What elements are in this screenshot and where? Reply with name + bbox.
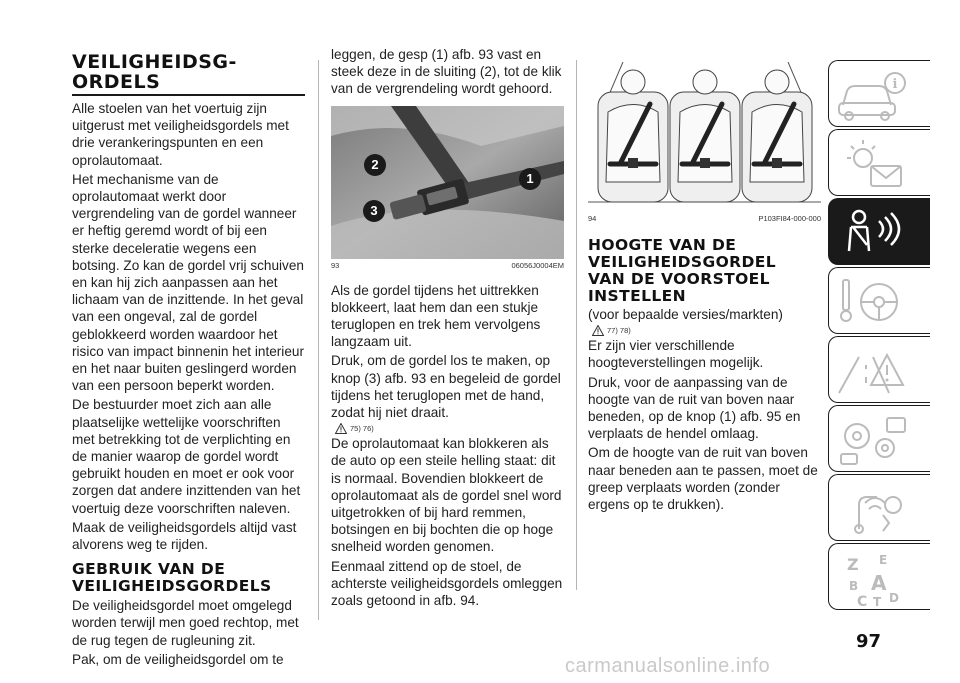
callout-1: 1 <box>519 168 541 190</box>
paragraph: Als de gordel tijdens het uittrekken blokkeert, laat hem dan een stukje teruglopen en trek hem vervolgens langzaam uit. <box>331 282 541 350</box>
figure-93 <box>331 106 564 259</box>
paragraph: Druk, voor de aanpassing van de hoogte van de ruit van boven naar beneden, op de knop (1) afb. 95 en verplaats de hendel omlaag. <box>588 374 801 442</box>
warning-reference: 77) 78) <box>592 325 821 336</box>
paragraph: Alle stoelen van het voertuig zijn uitgerust met veiligheidsgordels met drie verankeringspunten en een oprolautomaat. <box>72 101 289 168</box>
svg-text:Z: Z <box>847 555 859 574</box>
paragraph: Het mechanisme van de oprolautomaat werkt door vergrendeling van de gordel wanneer er heftig geremd wordt of bij een sterke deceleratie wegens een botsing. Zo kan de gordel vrij schuiven en kan hij zich aanpassen aan het lichaam van de inzittende. In het geval van een ongeval, zal de gordel geblokkeerd worden waardoor het risico van impact binnenin het interieur en het naar buiten geslingerd worden van een persoon beperkt worden. <box>72 171 304 394</box>
paragraph: Om de hoogte van de ruit van boven naar beneden aan te passen, moet de greep verplaats worden (zonder ergens op te drukken). <box>588 445 818 513</box>
figure-caption <box>588 214 821 223</box>
chapter-tab-index[interactable] <box>828 543 930 610</box>
svg-text:T: T <box>873 595 882 609</box>
car-info-icon <box>829 61 931 128</box>
steering-wheel-key-icon <box>829 268 931 335</box>
chapter-tab-multimedia[interactable] <box>828 474 930 541</box>
rear-seatbelts-illustration <box>588 52 821 212</box>
index-az-icon <box>829 544 931 611</box>
svg-text:D: D <box>889 591 899 605</box>
section-subtitle: (voor bepaalde versies/markten) <box>588 307 783 322</box>
column-2 <box>331 46 564 609</box>
title-underline <box>72 94 305 96</box>
warning-reference: 75) 76) <box>335 423 564 434</box>
section-title: VEILIGHEIDSG- ORDELS <box>72 51 237 93</box>
column-divider <box>576 60 577 590</box>
chapter-tab-maintenance[interactable] <box>828 405 930 472</box>
paragraph: Maak de veiligheidsgordels altijd vast alvorens weg te rijden. <box>72 519 297 553</box>
page-number: 97 <box>856 631 882 652</box>
figure-code: 06056J0004EM <box>511 260 564 270</box>
paragraph: Druk, om de gordel los te maken, op knop (3) afb. 93 en begeleid de gordel tijdens het teruglopen met de hand, zodat hij niet draait. <box>331 353 561 421</box>
road-warning-icon <box>829 337 931 404</box>
figure-caption <box>331 261 564 270</box>
paragraph: De oprolautomaat kan blokkeren als de auto op een steile helling staat: dit is normaal. Bovendien blokkeert de oprolautomaat als de gordel snel word uitgetrokken of bij hard remmen, botsingen en bij bochten die op hoge snelheid worden genomen. <box>331 436 562 555</box>
chapter-tab-starting-driving[interactable] <box>828 267 930 334</box>
chapter-tab-warning-lights[interactable] <box>828 129 930 196</box>
svg-text:E: E <box>879 553 888 567</box>
subsection-title: GEBRUIK VAN DE VEILIGHEIDSGORDELS <box>72 560 272 596</box>
figure-code: P103FI84-000-000 <box>758 214 821 223</box>
maintenance-gears-icon <box>829 406 931 473</box>
paragraph: De veiligheidsgordel moet omgelegd worden terwijl men goed rechtop, met de rug tegen de rugleuning zit. <box>72 598 299 648</box>
column-3 <box>588 52 821 513</box>
svg-text:C: C <box>857 594 868 610</box>
paragraph: Pak, om de veiligheidsgordel om te <box>72 651 284 667</box>
paragraph: leggen, de gesp (1) afb. 93 vast en steek deze in de sluiting (2), tot de klik van de vergrendeling wordt gehoord. <box>331 47 562 97</box>
watermark: carmanualsonline.info <box>565 655 771 677</box>
chapter-tab-car-info[interactable] <box>828 60 930 127</box>
warning-triangle-icon <box>335 423 347 434</box>
multimedia-icon <box>829 475 931 542</box>
column-divider <box>318 60 319 620</box>
paragraph: Eenmaal zittend op de stoel, de achterste veiligheidsgordels omleggen zoals getoond in afb. 94. <box>331 558 563 609</box>
warning-triangle-icon <box>592 325 604 336</box>
callout-2: 2 <box>364 154 386 176</box>
paragraph: De bestuurder moet zich aan alle plaatselijke wettelijke voorschriften met betrekking tot de verplichting en de manier waarop de gordel wordt gebruikt houden en moet er ook voor zorgen dat andere inzittenden van het voertuig deze voorschriften naleven. <box>72 397 301 516</box>
svg-text:i: i <box>892 77 898 92</box>
svg-text:A: A <box>871 571 887 595</box>
warning-lights-icon <box>829 130 931 197</box>
seatbelt-airbag-icon <box>829 199 931 266</box>
chapter-tab-safety[interactable] <box>828 198 930 265</box>
figure-94 <box>588 52 821 212</box>
section-title: HOOGTE VAN DE VEILIGHEIDSGORDEL VAN DE VOORSTOEL INSTELLEN <box>588 236 777 305</box>
figure-number: 94 <box>588 214 597 223</box>
figure-number: 93 <box>331 260 340 270</box>
paragraph: Er zijn vier verschillende hoogteverstellingen mogelijk. <box>588 338 764 371</box>
callout-3: 3 <box>363 200 385 222</box>
column-1 <box>72 52 305 668</box>
chapter-tab-emergency[interactable] <box>828 336 930 403</box>
svg-text:B: B <box>849 579 859 593</box>
